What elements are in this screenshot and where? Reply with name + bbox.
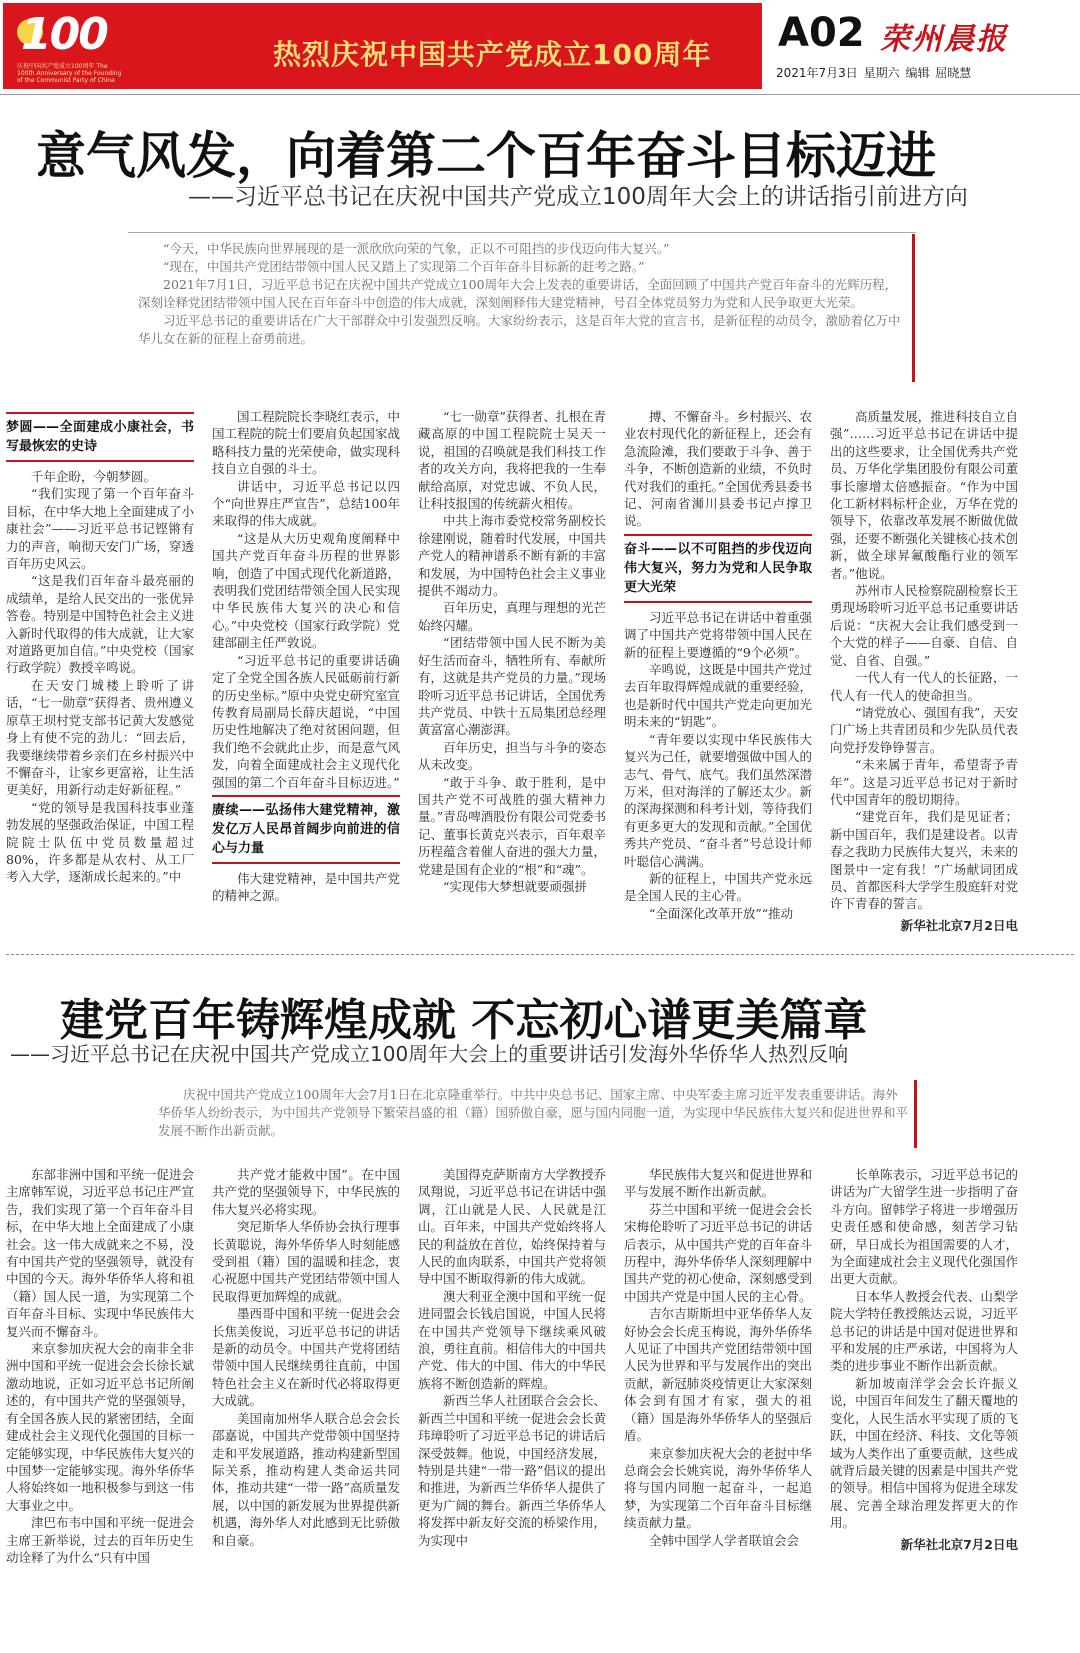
paragraph: 百年历史，担当与斗争的姿态从未改变。 [418,739,606,773]
article2-col2 [212,1166,400,1650]
paragraph: 来京参加庆祝大会的南非全非洲中国和平统一促进会会长徐长斌激动地说，正如习近平总书记所阐述的，有中国共产党的坚强领导，有全国各族人民的紧密团结，全面建成社会主义现代化强国的目标一定能够实现，中华民族伟大复兴的中国梦一定能够实现。海外华侨华人将始终如一地积极参与到这一伟大事业之中。 [6,1341,194,1513]
paragraph: “未来属于青年，希望寄予青年”。这是习近平总书记对于新时代中国青年的殷切期待。 [830,757,1018,807]
article1-headline: 意气风发，向着第二个百年奋斗目标迈进 [36,127,936,185]
paragraph: “这是从大历史观角度阐释中国共产党百年奋斗历程的世界影响，创造了中国式现代化新道路，表明我们党团结带领全国人民实现中华民族伟大复兴的决心和信心。”中央党校（国家行政学院）党建部副主任严敦说。 [212,530,400,651]
paragraph: 突尼斯华人华侨协会执行理事长黄聪说，海外华侨华人时刻能感受到祖（籍）国的温暖和挂念，衷心祝愿中国共产党团结带领中国人民取得更加辉煌的成就。 [212,1219,400,1304]
article1-lead-bar [912,234,915,382]
paragraph: 美国得克萨斯南方大学教授乔凤翔说，习近平总书记在讲话中强调，江山就是人民、人民就是江山。百年来，中国共产党始终将人民的利益放在首位，始终保持着与人民的血肉联系，中国共产党将领导中国不断取得新的伟大成就。 [418,1167,606,1287]
paragraph: 新加坡南洋学会会长许振义说，中国百年间发生了翻天覆地的变化，人民生活水平实现了质的飞跃，中国在经济、科技、文化等领域为人类作出了重要贡献，这些成就背后最关键的因素是中国共产党的领导。相信中国将为促进全球发展、完善全球治理发挥更大的作用。 [830,1375,1018,1531]
paragraph: “全面深化改革开放”“推动 [649,905,794,921]
paragraph: “青年要以实现中华民族伟大复兴为己任，就要增强做中国人的志气、骨气、底气。我们虽然深潜万米，但对海洋的了解还太少。新的深海探测和科考计划，等待我们有更多更大的发现和贡献。”全国优秀共产党员、“奋斗者”号总设计师叶聪信心满满。 [624,731,812,869]
section-heading: 梦圆——全面建成小康社会，书写最恢宏的史诗 [6,412,194,462]
lead-paragraph: 庆祝中国共产党成立100周年大会7月1日在北京隆重举行。中共中央总书记、国家主席、中央军委主席习近平发表重要讲话。海外华侨华人纷纷表示，为中国共产党领导下繁荣昌盛的祖（籍）国骄傲自豪，愿与国内同胞一道，为实现中华民族伟大复兴和促进世界和平发展不断作出新贡献。 [158,1087,909,1138]
article2-lead-bar [914,1080,917,1148]
paragraph: 习近平总书记在讲话中着重强调了中国共产党将带领中国人民在新的征程上要遵循的“9个必须”。 [624,609,812,660]
masthead-banner [3,3,762,89]
lead-paragraph: 习近平总书记的重要讲话在广大干部群众中引发强烈反响。大家纷纷表示，这是百年大党的宣言书，是新征程的动员令，激励着亿万中华儿女在新的征程上奋勇前进。 [138,313,901,346]
paragraph: 津巴布韦中国和平统一促进会主席王新举说，过去的百年历史生动诠释了为什么“只有中国 [6,1515,194,1565]
paragraph: “敢于斗争、敢于胜利，是中国共产党不可战胜的强大精神力量。”青岛啤酒股份有限公司党委书记、董事长黄克兴表示，百年艰辛历程蕴含着催人奋进的强大力量，党建是国有企业的“根”和“魂”。 [418,774,606,877]
paragraph: 东部非洲中国和平统一促进会主席韩军说，习近平总书记庄严宣告，我们实现了第一个百年奋斗目标，在中华大地上全面建成了小康社会。这一伟大成就来之不易，没有中国共产党的坚强领导，就没有中国的今天。海外华侨华人将和祖（籍）国人民一道，为实现第二个百年奋斗目标、实现中华民族伟大复兴而不懈奋斗。 [6,1167,194,1339]
article2-col1 [6,1166,194,1650]
paragraph: 芬兰中国和平统一促进会会长宋梅伦聆听了习近平总书记的讲话后表示，从中国共产党的百年奋斗历程中，海外华侨华人深刻理解中国共产党的初心使命，深刻感受到中国共产党是中国人民的主心骨。 [624,1201,812,1304]
page-number: A02 [778,10,865,56]
section-heading: 奋斗——以不可阻挡的步伐迈向伟大复兴，努力为党和人民争取更大光荣 [624,534,812,603]
article2-lead [158,1086,910,1140]
lead-paragraph: 2021年7月1日，习近平总书记在庆祝中国共产党成立100周年大会上发表的重要讲话，全面回顾了中国共产党百年奋斗的光辉历程，深刻诠释党团结带领中国人民在百年奋斗中创造的伟大成就，深刻阐释伟大建党精神，号召全体党员努力为党和人民争取更大光荣。 [138,277,898,310]
byline: 新华社北京7月2日电 [900,917,1018,933]
article1-col3 [418,408,606,933]
section-heading: 赓续——弘扬伟大建党精神，激发亿万人民昂首阔步向前进的信心与力量 [212,795,400,864]
article-divider [6,954,1074,955]
paragraph: “习近平总书记的重要讲话确定了全党全国各族人民砥砺前行新的历史坐标。”原中央党史研究室宣传教育局副局长薛庆超说，“中国历史性地解决了绝对贫困问题，但我们绝不会就此止步，而是意气风发，向着全面建成社会主义现代化强国的第二个百年奋斗目标迈进。” [212,652,400,790]
newspaper-name: 荣州晨报 [880,22,1008,57]
paragraph: 国工程院院长李晓红表示，中国工程院的院士们要肩负起国家战略科技力量的光荣使命，做实现科技自立自强的斗士。 [212,409,400,477]
paragraph: 在天安门城楼上聆听了讲话，“七一勋章”获得者、贵州遵义原草王坝村党支部书记黄大发感觉身上有使不完的劲儿：“回去后，我要继续带着乡亲们在乡村振兴中不懈奋斗，让家乡更富裕，让生活更美好，用新行动走好新征程。” [6,677,194,798]
byline: 新华社北京7月2日电 [900,1536,1018,1552]
masthead [0,0,1080,96]
article1-col5 [830,408,1018,933]
paragraph: “团结带领中国人民不断为美好生活而奋斗，牺牲所有、奉献所有，这就是共产党员的力量。”现场聆听习近平总书记讲话，全国优秀共产党员、中铁十五局集团总经理黄富富心潮澎湃。 [418,635,606,738]
article1-col1 [6,408,194,933]
paragraph: 来京参加庆祝大会的老挝中华总商会会长姚宾说，海外华侨华人将与国内同胞一起奋斗，一起追梦，为实现第二个百年奋斗目标继续贡献力量。 [624,1445,812,1531]
paragraph: 中共上海市委党校常务副校长徐建刚说，随着时代发展，中国共产党人的精神谱系不断有新的丰富和发展，为中国特色社会主义事业提供不竭动力。 [418,513,606,599]
article1-lead [138,240,906,348]
article2-col5 [830,1166,1018,1650]
paragraph: “请党放心、强国有我”，天安门广场上共青团员和少先队员代表向党抒发铮铮誓言。 [830,704,1018,755]
article1-subhead: ——习近平总书记在庆祝中国共产党成立100周年大会上的讲话指引前进方向 [188,184,968,210]
dateline: 2021年7月3日 星期六 编辑 屈晓慧 [776,66,972,80]
paragraph: 搏、不懈奋斗。乡村振兴、农业农村现代化的新征程上，还会有急流险滩，我们要敢于斗争、善于斗争，不断创造新的业绩，不负时代对我们的重托。”全国优秀县委书记、河南省浉川县委书记卢撑卫说。 [624,409,812,529]
paragraph: 墨西哥中国和平统一促进会会长焦美俊说，习近平总书记的讲话是新的动员令。中国共产党将团结带领中国人民继续勇往直前，中国特色社会主义在新时代必将取得更大成就。 [212,1306,400,1409]
paragraph: “党的领导是我国科技事业蓬勃发展的坚强政治保证，中国工程院院士队伍中党员数量超过80%，许多都是从农村、从工厂考入大学，逐渐成长起来的。”中 [6,799,194,885]
paragraph: 新的征程上，中国共产党永远是全国人民的主心骨。 [624,870,812,904]
paragraph: 伟大建党精神，是中国共产党的精神之源。 [212,870,400,904]
article1-lead-rule [128,232,916,233]
paragraph: 全韩中国学人学者联谊会会 [649,1532,800,1548]
banner-title: 热烈庆祝中国共产党成立100周年 [273,38,712,71]
article1-body [0,408,1080,933]
paragraph: 一代人有一代人的长征路，一代人有一代人的使命担当。 [830,670,1018,703]
paragraph: 吉尔吉斯斯坦中亚华侨华人友好协会会长虎玉梅说，海外华侨华人见证了中国共产党团结带领中国人民为世界和平与发展作出的突出贡献，新冠肺炎疫情更让大家深刻体会到有国才有家，强大的祖（籍）国是海外华侨华人的坚强后盾。 [624,1306,812,1444]
article2-col4 [624,1166,812,1650]
paragraph: “这是我们百年奋斗最亮丽的成绩单，是给人民交出的一张优异答卷。特别是中国特色社会主义进入新时代取得的伟大成就，让大家对道路更加自信。”中央党校（国家行政学院）教授辛鸣说。 [6,573,194,676]
paragraph: 百年历史，真理与理想的光芒始终闪耀。 [418,600,606,633]
article1-col4 [624,408,812,933]
paragraph: 华民族伟大复兴和促进世界和平与发展不断作出新贡献。 [624,1167,812,1200]
lead-paragraph: “今天，中华民族向世界展现的是一派欣欣向荣的气象，正以不可阻挡的步伐迈向伟大复兴。” [163,241,670,256]
paragraph: 新西兰华人社团联合会会长、新西兰中国和平统一促进会会长黄玮璋聆听了习近平总书记的讲话后深受鼓舞。他说，中国经济发展，特别是共建“一带一路”倡议的提出和推进，为新西兰华侨华人提供了更为广阔的舞台。新西兰华侨华人将发挥中新友好交流的桥梁作用，为实现中 [418,1393,606,1548]
paragraph: “实现伟大梦想就要顽强拼 [443,878,587,894]
article1-col2 [212,408,400,933]
paragraph: 讲话中，习近平总书记以四个“向世界庄严宣告”，总结100年来取得的伟大成就。 [212,478,400,529]
article2-col3 [418,1166,606,1650]
paragraph: 高质量发展，推进科技自立自强”……习近平总书记在讲话中提出的这些要求，让全国优秀共产党员、万华化学集团股份有限公司董事长廖增太倍感振奋。“作为中国化工新材料标杆企业，万华在党的领导下，依靠改革发展不断做优做强，还要不断强化关键核心技术创新，做全球昇氟酸酯行业的领军者。”他说。 [830,409,1018,581]
paragraph: 长单陈表示，习近平总书记的讲话为广大留学生进一步指明了奋斗方向。留韩学子将进一步增强历史责任感和使命感，刻苦学习钻研，早日成长为祖国需要的人才，为全面建成社会主义现代化强国作出更大贡献。 [830,1167,1018,1287]
paragraph: 苏州市人民检察院副检察长王勇现场聆听习近平总书记重要讲话后说：“庆祝大会让我们感受到一个大党的样子——自豪、自信、自觉、自省、自强。” [830,583,1018,668]
centenary-logo [17,9,125,83]
masthead-rule [0,94,1080,95]
logo-caption: 庆祝中国共产党成立100周年 The 100th Anniversary of the Founding of the Communist Party of China [17,63,122,84]
paragraph: 澳大利亚全澳中国和平统一促进同盟会长钱启国说，中国人民将在中国共产党领导下继续乘风破浪，勇往直前。相信伟大的中国共产党、伟大的中国、伟大的中华民族将不断创造新的辉煌。 [418,1288,606,1391]
lead-paragraph: “现在，中国共产党团结带领中国人民又踏上了实现第二个百年奋斗目标新的赶考之路。” [163,259,645,274]
article2-headline: 建党百年铸辉煌成就 不忘初心谱更美篇章 [60,995,868,1046]
logo-number: 100 [21,9,107,60]
article2-subhead: ——习近平总书记在庆祝中国共产党成立100周年大会上的重要讲话引发海外华侨华人热烈反响 [10,1042,849,1066]
paragraph: 美国南加州华人联合总会会长邵嘉说，中国共产党带领中国坚持走和平发展道路，推动构建新型国际关系，推动构建人类命运共同体，推动共建“一带一路”高质量发展，以中国的新发展为世界提供新机遇，海外华人对此感到无比骄傲和自豪。 [212,1410,400,1548]
paragraph: “建党百年，我们是见证者；新中国百年，我们是建设者。以青春之我助力民族伟大复兴，未来的图景中一定有我！”广场献词团成员、首都医科大学学生殷庭轩对党许下青春的誓言。 [830,809,1018,912]
paragraph: 共产党才能救中国”。在中国共产党的坚强领导下，中华民族的伟大复兴必将实现。 [212,1167,400,1217]
article2-body [0,1166,1080,1650]
paragraph: 日本华人教授会代表、山梨学院大学特任教授熊达云说，习近平总书记的讲话是中国对促进世界和平和发展的庄严承诺，中国将为人类的进步事业不断作出新贡献。 [830,1288,1018,1374]
paragraph: “七一勋章”获得者、扎根在青藏高原的中国工程院院士吴天一说，祖国的召唤就是我们科技工作者的攻关方向，我将把我的一生奉献给高原，对党忠诚、不负人民，让科技报国的传统薪火相传。 [418,409,606,512]
paragraph: 千年企盼，今朝梦圆。 [31,469,157,484]
paragraph: “我们实现了第一个百年奋斗目标，在中华大地上全面建成了小康社会”——习近平总书记铿锵有力的声音，响彻天安门广场，穿透百年历史风云。 [6,486,194,572]
paragraph: 辛鸣说，这既是中国共产党过去百年取得辉煌成就的重要经验，也是新时代中国共产党走向更加光明未来的“钥匙”。 [624,662,812,730]
